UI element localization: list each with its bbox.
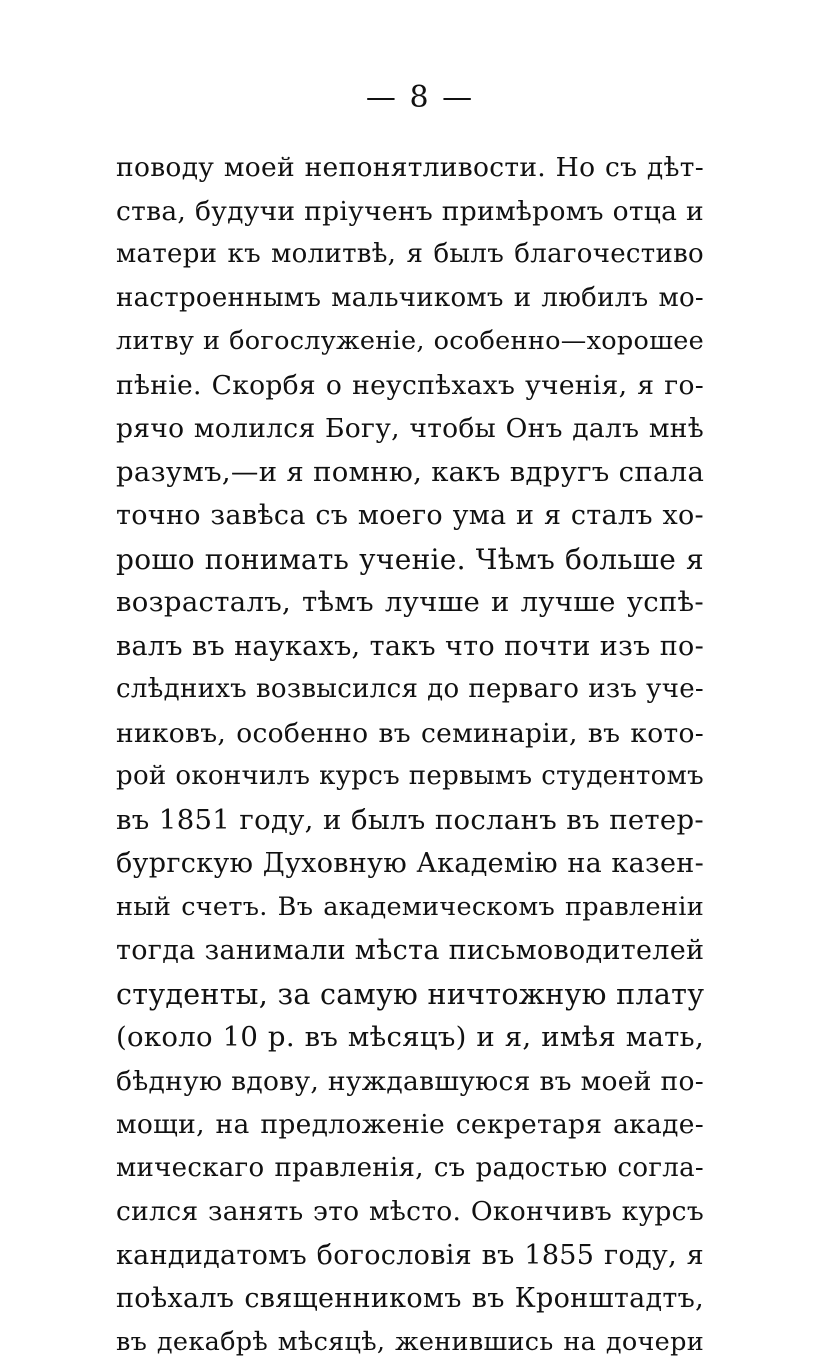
text-line: слѣднихъ возвысился до перваго изъ уче- xyxy=(116,668,704,712)
text-line: литву и богослуженіе, особенно—хорошее xyxy=(116,320,704,364)
text-line: рошо понимать ученіе. Чѣмъ больше я xyxy=(116,538,704,582)
text-line: поѣхалъ священникомъ въ Кронштадтъ, xyxy=(116,1277,704,1321)
text-line: сился занять это мѣсто. Окончивъ курсъ xyxy=(116,1190,704,1234)
text-line: кандидатомъ богословія въ 1855 году, я xyxy=(116,1234,704,1278)
text-line: матери къ молитвѣ, я былъ благочестиво xyxy=(116,233,704,277)
text-line: мощи, на предложеніе секретаря акаде- xyxy=(116,1103,704,1147)
text-line: точно завѣса съ моего ума и я сталъ хо- xyxy=(116,494,704,538)
text-line: рячо молился Богу, чтобы Онъ далъ мнѣ xyxy=(116,407,704,451)
text-line: рой окончилъ курсъ первымъ студентомъ xyxy=(116,755,704,799)
text-line: мическаго правленія, съ радостью согла- xyxy=(116,1147,704,1191)
text-line: пѣніе. Скорбя о неуспѣхахъ ученія, я го- xyxy=(116,364,704,408)
text-line: настроеннымъ мальчикомъ и любилъ мо- xyxy=(116,277,704,321)
text-line: возрасталъ, тѣмъ лучше и лучше успѣ- xyxy=(116,581,704,625)
page-number: — 8 — xyxy=(0,80,840,115)
text-line: ства, будучи пріученъ примѣромъ отца и xyxy=(116,190,704,234)
text-line: бѣдную вдову, нуждавшуюся въ моей по- xyxy=(116,1060,704,1104)
text-line: ный счетъ. Въ академическомъ правленіи xyxy=(116,886,704,930)
text-line: поводу моей непонятливости. Но съ дѣт- xyxy=(116,146,704,190)
text-line: (около 10 р. въ мѣсяцъ) и я, имѣя мать, xyxy=(116,1016,704,1060)
text-line: разумъ,—и я помню, какъ вдругъ спала xyxy=(116,451,704,495)
text-line: никовъ, особенно въ семинаріи, въ кото- xyxy=(116,712,704,756)
text-line: валъ въ наукахъ, такъ что почти изъ по- xyxy=(116,625,704,669)
text-line: тогда занимали мѣста письмоводителей xyxy=(116,929,704,973)
text-line: въ 1851 году, и былъ посланъ въ петер- xyxy=(116,799,704,843)
text-line: студенты, за самую ничтожную плату xyxy=(116,973,704,1017)
text-line: въ декабрѣ мѣсяцѣ, женившись на дочери xyxy=(116,1321,704,1364)
body-text xyxy=(116,146,704,1364)
text-line: бургскую Духовную Академію на казен- xyxy=(116,842,704,886)
